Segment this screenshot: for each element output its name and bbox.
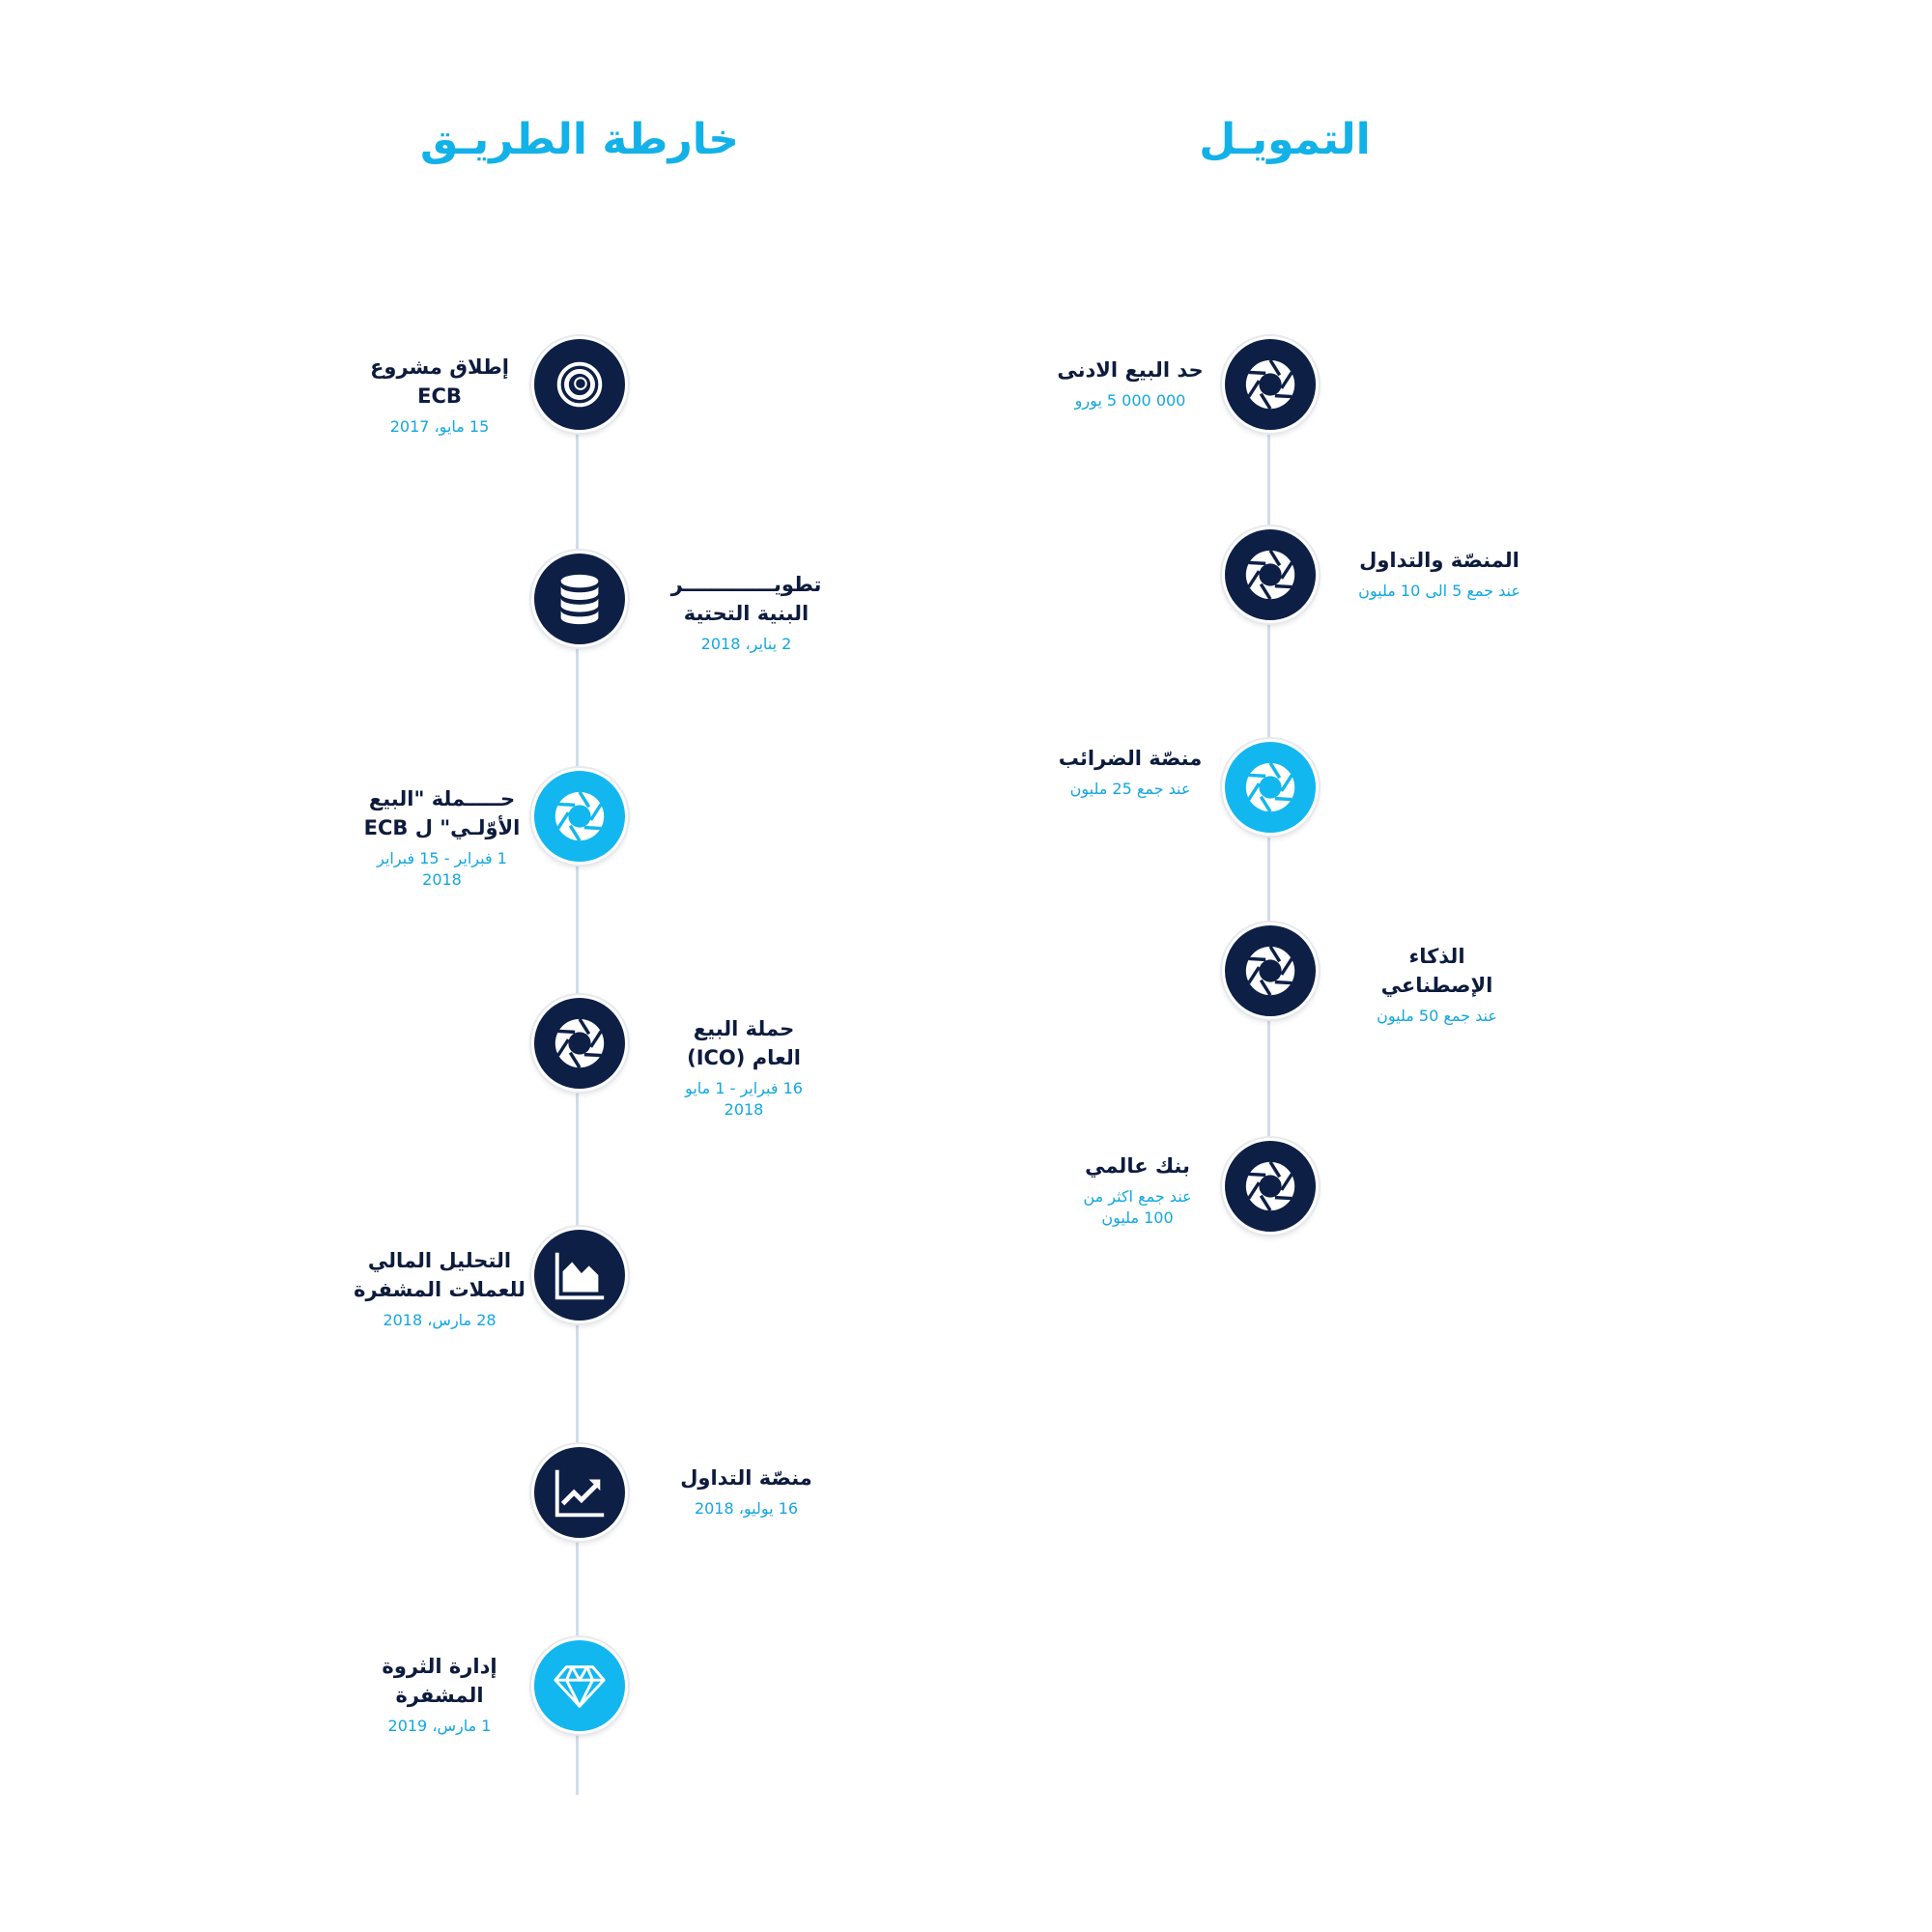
- roadmap-node-6: [531, 1444, 628, 1541]
- roadmap-item-1: [367, 353, 512, 438]
- roadmap-item-6: [662, 1463, 831, 1520]
- aperture-icon: [550, 786, 610, 846]
- funding-item-amount: عند جمع 25 مليون: [1069, 780, 1191, 798]
- roadmap-item-5: [343, 1246, 536, 1331]
- aperture-icon: [1240, 355, 1300, 414]
- funding-item-title: المنصّة والتداول: [1359, 549, 1520, 572]
- ring-logo-icon: [550, 355, 610, 414]
- funding-node-3: [1222, 739, 1319, 836]
- roadmap-item-title: منصّة التداول: [680, 1466, 812, 1490]
- roadmap-item-4: [667, 1014, 821, 1121]
- roadmap-item-3: [362, 784, 522, 891]
- roadmap-item-date: 15 مايو، 2017: [389, 417, 490, 436]
- funding-node-4: [1222, 923, 1319, 1019]
- roadmap-item-7: [367, 1652, 512, 1737]
- roadmap-node-4: [531, 995, 628, 1092]
- aperture-icon: [1240, 545, 1300, 605]
- funding-item-4: [1352, 942, 1521, 1027]
- funding-item-amount: عند جمع 5 الى 10 مليون: [1358, 582, 1520, 600]
- roadmap-node-1: [531, 336, 628, 433]
- aperture-icon: [1240, 1156, 1300, 1216]
- roadmap-item-date: 16 فبراير - 1 مايو 2018: [685, 1079, 803, 1119]
- trend-chart-icon: [550, 1463, 610, 1522]
- funding-item-amount: عند جمع 50 مليون: [1377, 1007, 1497, 1025]
- funding-item-3: [1048, 744, 1212, 800]
- funding-item-5: [1072, 1151, 1203, 1229]
- roadmap-node-7: [531, 1637, 628, 1734]
- roadmap-node-5: [531, 1227, 628, 1323]
- roadmap-item-date: 1 مارس، 2019: [387, 1717, 492, 1735]
- aperture-icon: [1240, 941, 1300, 1001]
- aperture-icon: [1240, 757, 1300, 817]
- funding-item-title: بنك عالمي: [1085, 1154, 1190, 1178]
- roadmap-item-date: 28 مارس، 2018: [383, 1311, 497, 1329]
- funding-node-5: [1222, 1138, 1319, 1235]
- roadmap-item-title: إدارة الثروة المشفرة: [382, 1655, 497, 1707]
- roadmap-item-title: حـــــملة "البيع الأوّلـي" ل ECB: [363, 787, 521, 839]
- roadmap-node-2: [531, 551, 628, 647]
- roadmap-item-2: [662, 570, 831, 655]
- roadmap-item-title: إطلاق مشروع ECB: [370, 355, 509, 408]
- funding-node-2: [1222, 526, 1319, 623]
- roadmap-title: خارطة الطريـق: [419, 115, 740, 164]
- funding-title: التمويـل: [1199, 115, 1371, 164]
- funding-item-2: [1333, 546, 1546, 602]
- roadmap-item-date: 1 فبراير - 15 فبراير 2018: [377, 849, 507, 889]
- funding-item-title: حد البيع الادنى: [1057, 358, 1204, 382]
- area-chart-icon: [550, 1245, 610, 1305]
- database-icon: [550, 569, 610, 629]
- aperture-icon: [550, 1013, 610, 1073]
- roadmap-item-date: 2 يناير، 2018: [700, 635, 792, 653]
- funding-item-amount: 000 000 5 يورو: [1074, 391, 1186, 410]
- funding-item-amount: عند جمع اكثر من 100 مليون: [1083, 1187, 1192, 1227]
- roadmap-item-title: تطويـــــــــــــر البنية التحتية: [670, 573, 822, 625]
- funding-item-1: [1043, 355, 1217, 412]
- roadmap-node-3: [531, 768, 628, 865]
- roadmap-item-title: التحليل المالي للعملات المشفرة: [354, 1249, 526, 1301]
- funding-node-1: [1222, 336, 1319, 433]
- roadmap-item-date: 16 يوليو، 2018: [694, 1499, 799, 1518]
- roadmap-item-title: حملة البيع العام (ICO): [687, 1017, 801, 1069]
- diamond-icon: [550, 1656, 610, 1716]
- funding-item-title: منصّة الضرائب: [1058, 747, 1203, 770]
- funding-item-title: الذكاء الإصطناعي: [1380, 945, 1493, 997]
